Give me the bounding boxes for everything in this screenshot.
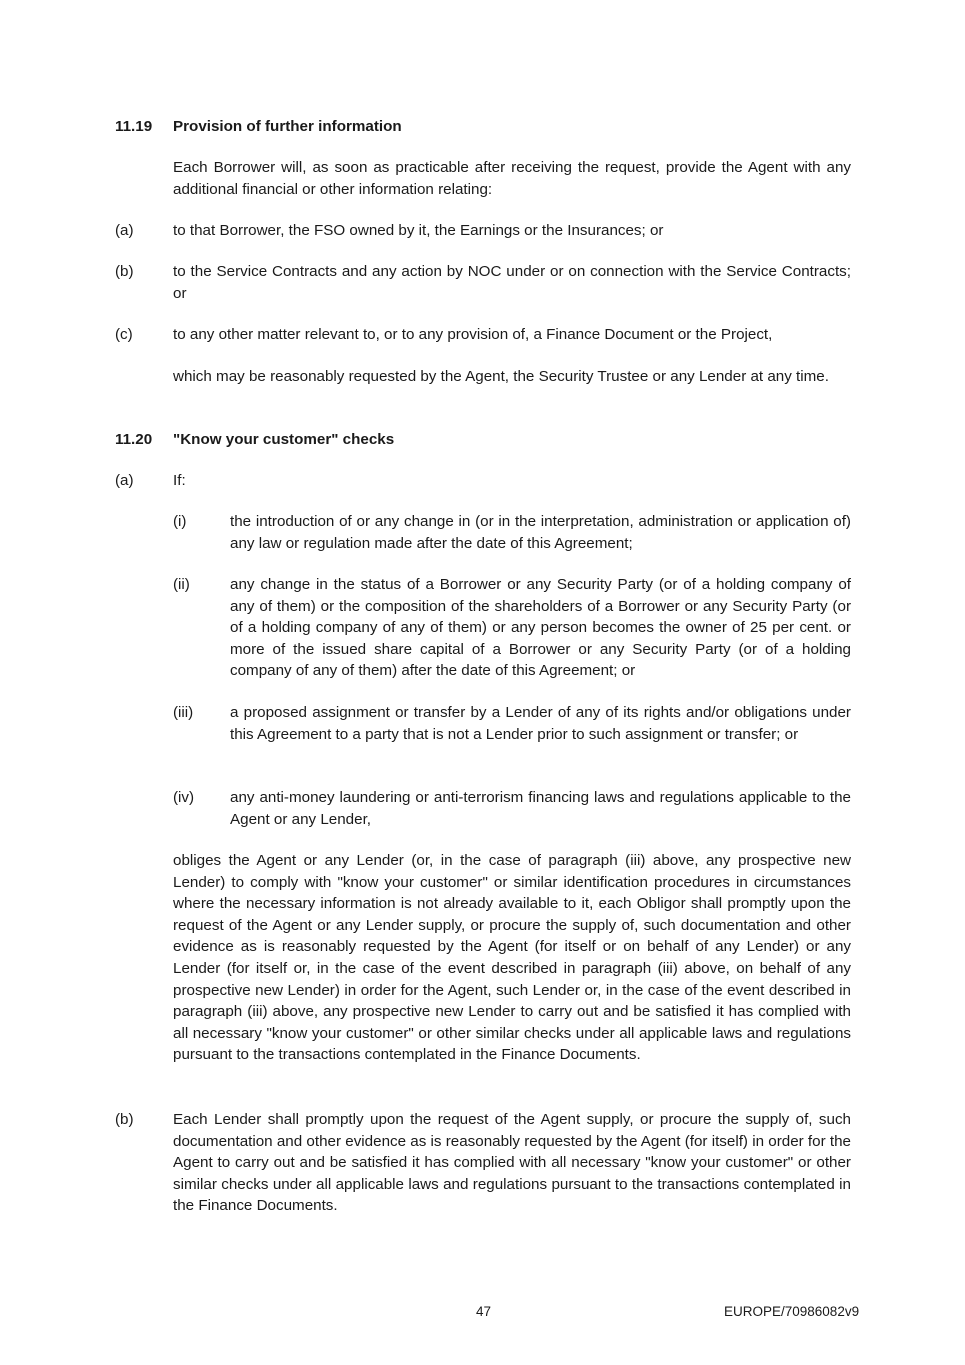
section-heading: "Know your customer" checks [173, 431, 395, 448]
document-reference: EUROPE/70986082v9 [724, 1304, 860, 1319]
subitem-text: any anti-money laundering or anti-terrorism financing laws and regulations applicable to the Agent or any Lender, [230, 789, 851, 828]
section-heading: Provision of further information [173, 118, 402, 135]
item-text: If: [173, 472, 186, 489]
item-label: (a) [115, 472, 134, 489]
section-number: 11.20 [115, 431, 153, 448]
subitem-label: (iv) [173, 789, 195, 806]
section-number: 11.19 [115, 118, 153, 135]
item-closing-paragraph: obliges the Agent or any Lender (or, in the case of paragraph (iii) above, any prospective new Lender) to comply with "know your customer" or similar identification procedures in circumstances where the necessary information is not already available to it, each Obligor shall promptly upon the request of the Agent or any Lender supply, or procure the supply of, such documentation and other evidence as is reasonably requested by the Agent (for itself or on behalf of any Lender) or any Lender (for itself or, in the case of the event described in paragraph (iii) above, on behalf of any prospective new Lender) in order for the Agent, such Lender or, in the case of the event described in paragraph (iii) above, any prospective new Lender to carry out and be satisfied it has complied with all necessary "know your customer" or other similar checks under all applicable laws and regulations pursuant to the transactions contemplated in the Finance Documents. [173, 852, 851, 1064]
item-label: (c) [115, 326, 133, 343]
item-text: to that Borrower, the FSO owned by it, the Earnings or the Insurances; or [173, 222, 664, 239]
subitem-label: (i) [173, 513, 187, 530]
section-closing: which may be reasonably requested by the Agent, the Security Trustee or any Lender at any time. [173, 368, 829, 385]
item-label: (b) [115, 1111, 134, 1128]
section-intro: Each Borrower will, as soon as practicable after receiving the request, provide the Agent with any additional financial or other information relating: [173, 159, 851, 198]
subitem-label: (iii) [173, 704, 194, 721]
item-text: to the Service Contracts and any action by NOC under or on connection with the Service Contracts; or [173, 263, 851, 302]
subitem-text: the introduction of or any change in (or in the interpretation, administration or application of) any law or regulation made after the date of this Agreement; [230, 513, 851, 552]
item-text: Each Lender shall promptly upon the request of the Agent supply, or procure the supply of, such documentation and other evidence as is reasonably requested by the Agent (for itself) in order for the Agent to carry out and be satisfied it has complied with all necessary "know your customer" or other similar checks under all applicable laws and regulations pursuant to the transactions contemplated in the Finance Documents. [173, 1111, 851, 1215]
item-text: to any other matter relevant to, or to any provision of, a Finance Document or the Project, [173, 326, 773, 343]
item-label: (a) [115, 222, 134, 239]
subitem-text: any change in the status of a Borrower or any Security Party (or of a holding company of any of them) or the composition of the shareholders of a Borrower or any Security Party (or of a holding company of any of them) or any person becomes the owner of 25 per cent. or more of the issued share capital of a Borrower or any Security Party (or of a holding company of any of them) after the date of this Agreement; or [230, 576, 851, 680]
page-number: 47 [476, 1304, 492, 1319]
subitem-text: a proposed assignment or transfer by a Lender of any of its rights and/or obligations under this Agreement to a party that is not a Lender prior to such assignment or transfer; or [230, 704, 851, 743]
item-label: (b) [115, 263, 134, 280]
subitem-label: (ii) [173, 576, 190, 593]
